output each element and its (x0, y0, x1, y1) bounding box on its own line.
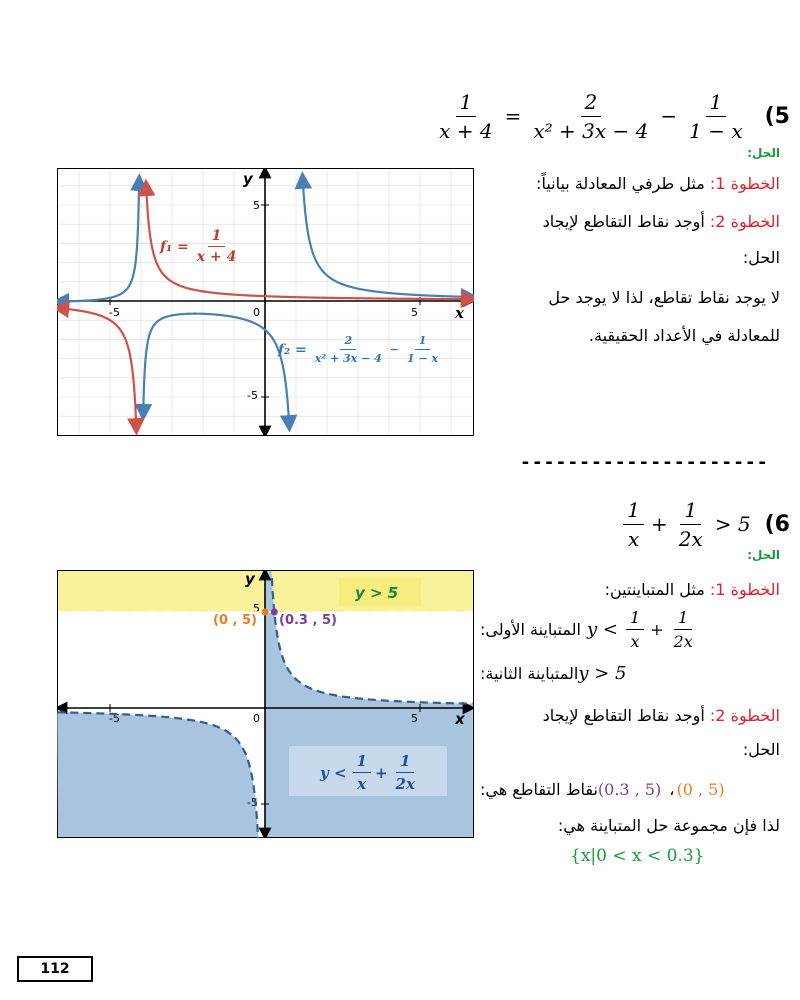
problem5-conclusion-1: لا يوجد نقاط تقاطع، لذا لا يوجد حل (548, 288, 780, 307)
eq5-term3: $\frac{1}{1 - x}$ (689, 89, 743, 143)
graph5-f2-label: f₂ = $\frac{2}{\text{x² + 3x − 4}}$ − $\frac{1}{1 - x}$ (278, 334, 439, 365)
problem5-number: (5 (764, 103, 790, 129)
problem6-step1: الخطوة 1: مثل المتباينتين: (604, 580, 780, 599)
problem6-solution-set: {x|0 < x < 0.3} (570, 846, 705, 866)
section-separator: --------------------- (520, 452, 769, 473)
graph5-xtick-5: 5 (411, 306, 418, 319)
problem6-first-inequality: المتباينة الأولى: y < $\frac{1}{x}$ + $\frac{1}{2x}$ (480, 608, 693, 651)
problem6-step2-cont: الحل: (742, 740, 780, 759)
problem5-conclusion-2: للمعادلة في الأعداد الحقيقية. (588, 326, 780, 345)
problem6-therefore: لذا فإن مجموعة حل المتباينة هي: (557, 816, 780, 835)
graph5-x-label: x (455, 304, 464, 322)
graph6-x-label: x (455, 710, 465, 728)
graph5-xtick-0: 0 (253, 306, 260, 319)
graph6-point-2 (271, 609, 278, 616)
graph6-point-2-label: (0.3 , 5) (279, 613, 337, 628)
eq5-term1: $\frac{1}{x + 4}$ (439, 89, 493, 143)
problem5-step2-cont: الحل: (742, 248, 780, 267)
problem6-step2: الخطوة 2: أوجد نقاط التقاطع لإيجاد (542, 706, 780, 725)
graph6-xtick-5: 5 (411, 712, 418, 725)
problem6-number: (6 (764, 511, 790, 537)
problem5-step2: الخطوة 2: أوجد نقاط التقاطع لإيجاد (542, 212, 780, 231)
problem5-graph (57, 168, 474, 436)
graph6-ytick-neg5: -5 (247, 796, 258, 809)
graph5-y-label: y (243, 170, 253, 188)
page-number: 112 (40, 961, 70, 977)
page-number-box (17, 956, 93, 982)
graph6-xtick-neg5: -5 (109, 712, 120, 725)
problem5-equation: $\frac{1}{x + 4}$ = $\frac{2}{\text{x² + 3x − 4}}$ − $\frac{1}{1 - x}$ (5 (380, 88, 790, 144)
graph6-point-1-label: (0 , 5) (213, 613, 257, 628)
problem6-solution-label: الحل: (747, 548, 780, 562)
graph6-ytick-5: 5 (253, 602, 260, 615)
problem6-graph (57, 570, 474, 838)
graph6-band-label: y > 5 (355, 584, 399, 602)
problem5-solution-label: الحل: (747, 146, 780, 160)
eq5-term2: $\frac{2}{\text{x² + 3x − 4}}$ (533, 89, 649, 143)
graph6-region-label: y < $\frac{1}{x}$ + $\frac{1}{2x}$ (320, 752, 415, 793)
graph5-ytick-neg5: -5 (247, 389, 258, 402)
graph5-f1-label: f₁ = $\frac{1}{x + 4}$ (160, 228, 237, 265)
graph6-xtick-0: 0 (253, 712, 260, 725)
graph6-y-label: y (245, 570, 255, 588)
graph6-point-1 (262, 609, 269, 616)
problem5-step1: الخطوة 1: مثل طرفي المعادلة بيانياً: (536, 174, 780, 193)
graph5-xtick-neg5: -5 (109, 306, 120, 319)
problem6-second-inequality: المتباينة الثانية: y > 5 (480, 663, 627, 684)
graph5-ytick-5: 5 (253, 199, 260, 212)
problem6-inequality: $\frac{1}{x}$ + $\frac{1}{2x}$ > 5 (6 (520, 496, 790, 552)
problem6-intersections: نقاط التقاطع هي: (0.3 , 5) ، (0 , 5) (480, 780, 725, 799)
